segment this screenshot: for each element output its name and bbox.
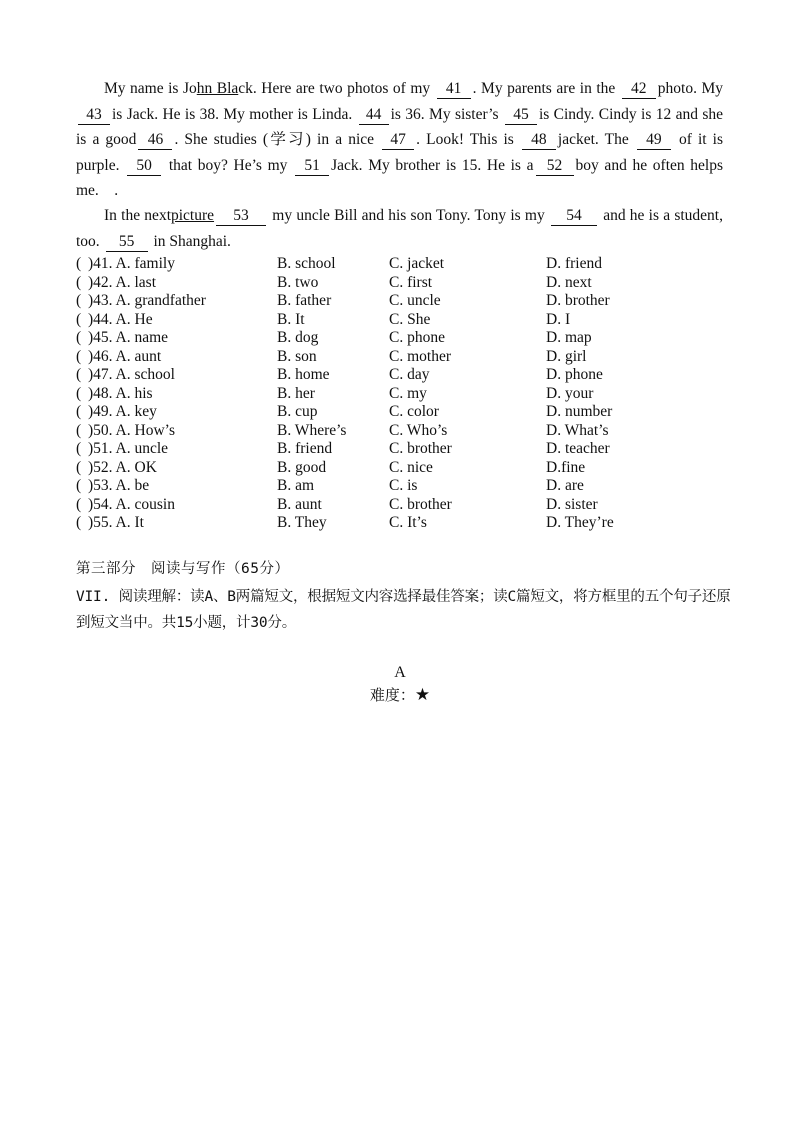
blank-45[interactable]: 45: [505, 106, 537, 125]
blank-51[interactable]: 51: [295, 157, 329, 176]
option-b[interactable]: B. home: [277, 366, 330, 383]
option-a[interactable]: )46. A. aunt: [88, 347, 162, 365]
question-row: [76, 496, 736, 515]
option-d[interactable]: D. are: [546, 477, 584, 494]
question-row: [76, 459, 736, 478]
question-row: [76, 385, 736, 404]
passage-text: in Shanghai.: [153, 232, 231, 250]
option-d[interactable]: D. teacher: [546, 440, 610, 457]
option-a[interactable]: )44. A. He: [88, 310, 153, 328]
blank-44[interactable]: 44: [359, 106, 389, 125]
option-d[interactable]: D. girl: [546, 347, 587, 365]
option-a[interactable]: )48. A. his: [88, 384, 153, 402]
option-d[interactable]: D.fine: [546, 458, 586, 476]
option-a[interactable]: )50. A. How’s: [88, 421, 175, 439]
passage-text: that boy? He’s my: [168, 156, 288, 174]
option-c[interactable]: C. color: [389, 403, 439, 420]
option-b[interactable]: B. good: [277, 458, 327, 476]
option-d[interactable]: D. map: [546, 329, 592, 346]
passage-text-underlined: picture: [171, 207, 215, 224]
option-b[interactable]: B. Where’s: [277, 421, 347, 439]
question-row: [76, 422, 736, 441]
section-title: 第三部分 阅读与写作（65分）: [76, 561, 290, 577]
option-d[interactable]: D. brother: [546, 292, 610, 309]
option-b[interactable]: B. It: [277, 310, 305, 328]
passage-text: my uncle Bill and his son Tony. Tony is my: [272, 207, 545, 224]
passage-text: of it is purple.: [76, 131, 724, 174]
answer-paren[interactable]: (: [76, 421, 82, 439]
option-b[interactable]: B. They: [277, 514, 327, 531]
passage-text: jacket. The: [557, 131, 629, 148]
answer-paren[interactable]: (: [76, 384, 82, 402]
option-a[interactable]: )41. A. family: [88, 255, 175, 272]
question-row: [76, 366, 736, 385]
passage-text: is Jack. He is 38. My mother is Linda.: [112, 105, 353, 123]
question-row: [76, 477, 736, 496]
cloze-passage-paragraph-2: [76, 203, 723, 254]
option-b[interactable]: B. am: [277, 477, 315, 494]
question-row: [76, 348, 736, 367]
option-d[interactable]: D. I: [546, 310, 571, 328]
star-icon: ★: [414, 685, 431, 705]
question-options-list: [76, 255, 736, 533]
answer-paren[interactable]: (: [76, 477, 82, 494]
passage-text: photo. My: [657, 80, 723, 97]
option-b[interactable]: B. two: [277, 273, 319, 291]
option-c[interactable]: C. It’s: [389, 514, 427, 531]
blank-47[interactable]: 47: [382, 131, 414, 150]
option-c[interactable]: C. brother: [389, 495, 452, 513]
option-a[interactable]: )49. A. key: [88, 403, 157, 420]
blank-48[interactable]: 48: [522, 131, 556, 150]
option-d[interactable]: D. sister: [546, 495, 598, 513]
passage-text: is 36. My sister’s: [390, 105, 499, 123]
option-b[interactable]: B. dog: [277, 329, 319, 346]
option-d[interactable]: D. phone: [546, 366, 603, 383]
option-a[interactable]: )45. A. name: [88, 329, 169, 346]
option-d[interactable]: D. your: [546, 384, 594, 402]
question-row: [76, 514, 736, 533]
question-row: [76, 440, 736, 459]
passage-text: . Look! This is: [416, 131, 514, 148]
blank-52[interactable]: 52: [536, 157, 574, 176]
part-a-heading: A: [394, 664, 406, 681]
answer-paren[interactable]: (: [76, 514, 82, 531]
answer-paren[interactable]: (: [76, 458, 82, 476]
answer-paren[interactable]: (: [76, 329, 82, 346]
option-d[interactable]: D. friend: [546, 255, 602, 272]
option-b[interactable]: B. father: [277, 292, 332, 309]
passage-text: Jack. My brother is 15. He is a: [331, 156, 534, 174]
passage-text: My name is Jo: [104, 80, 197, 97]
blank-43[interactable]: 43: [78, 106, 110, 125]
option-c[interactable]: C. brother: [389, 440, 452, 457]
option-b[interactable]: B. friend: [277, 440, 333, 457]
passage-text-underlined: hn Bla: [196, 80, 239, 97]
passage-text: boy and he often helps me. .: [76, 156, 724, 199]
cloze-passage-paragraph-1: [76, 76, 723, 204]
answer-paren[interactable]: (: [76, 495, 82, 513]
option-d[interactable]: D. What’s: [546, 421, 609, 439]
blank-46[interactable]: 46: [138, 131, 172, 150]
option-c[interactable]: C. day: [389, 366, 430, 383]
passage-text: is Cindy. Cindy is 12 and she is a good: [76, 105, 723, 148]
blank-53[interactable]: 53: [216, 207, 266, 226]
option-c[interactable]: C. uncle: [389, 292, 441, 309]
option-a[interactable]: )43. A. grandfather: [88, 292, 206, 309]
option-b[interactable]: B. son: [277, 347, 317, 365]
option-a[interactable]: )42. A. last: [88, 273, 157, 291]
option-b[interactable]: B. aunt: [277, 495, 322, 513]
option-b[interactable]: B. her: [277, 384, 315, 402]
difficulty-label: 难度：: [369, 686, 415, 704]
passage-text: and he is a student, too.: [76, 207, 723, 250]
question-row: [76, 292, 736, 311]
option-c[interactable]: C. Who’s: [389, 421, 448, 439]
option-c[interactable]: C. first: [389, 273, 433, 291]
option-d[interactable]: D. They’re: [546, 514, 614, 531]
passage-text: In the next: [104, 207, 171, 224]
section-instruction: VII. 阅读理解：读A、B两篇短文，根据短文内容选择最佳答案；读C篇短文，将方框里的五个句子还原到短文当中。共15小题，计30分。: [76, 589, 731, 631]
option-c[interactable]: C. nice: [389, 458, 433, 476]
answer-paren[interactable]: (: [76, 273, 82, 291]
option-c[interactable]: C. mother: [389, 347, 451, 365]
option-a[interactable]: )47. A. school: [88, 366, 175, 383]
blank-41[interactable]: 41: [437, 80, 471, 99]
option-c[interactable]: C. She: [389, 310, 431, 328]
answer-paren[interactable]: (: [76, 292, 82, 309]
option-a[interactable]: )55. A. It: [88, 514, 144, 531]
question-row: [76, 255, 736, 274]
question-row: [76, 403, 736, 422]
option-d[interactable]: D. next: [546, 273, 592, 291]
passage-text: ck. Here are two photos of my: [238, 80, 431, 97]
option-c[interactable]: C. jacket: [389, 255, 445, 272]
option-c[interactable]: C. is: [389, 477, 418, 494]
passage-text: . My parents are in the: [472, 80, 616, 97]
blank-42[interactable]: 42: [622, 80, 656, 99]
answer-paren[interactable]: (: [76, 255, 82, 272]
option-b[interactable]: B. cup: [277, 403, 318, 420]
answer-paren[interactable]: (: [76, 403, 82, 420]
option-d[interactable]: D. number: [546, 403, 613, 420]
difficulty-rating: [0, 684, 800, 705]
option-a[interactable]: )54. A. cousin: [88, 495, 175, 513]
answer-paren[interactable]: (: [76, 310, 82, 328]
answer-paren[interactable]: (: [76, 347, 82, 365]
passage-text: . She studies (学习) in a nice: [174, 131, 375, 148]
option-c[interactable]: C. phone: [389, 329, 445, 346]
blank-49[interactable]: 49: [637, 131, 671, 150]
question-row: [76, 311, 736, 330]
answer-paren[interactable]: (: [76, 366, 82, 383]
option-b[interactable]: B. school: [277, 255, 336, 272]
question-row: [76, 274, 736, 293]
blank-54[interactable]: 54: [551, 207, 597, 226]
answer-paren[interactable]: (: [76, 440, 82, 457]
blank-50[interactable]: 50: [127, 157, 161, 176]
blank-55[interactable]: 55: [106, 233, 148, 252]
option-a[interactable]: )53. A. be: [88, 477, 150, 494]
option-a[interactable]: )51. A. uncle: [88, 440, 169, 457]
option-c[interactable]: C. my: [389, 384, 427, 402]
question-row: [76, 329, 736, 348]
option-a[interactable]: )52. A. OK: [88, 458, 157, 476]
